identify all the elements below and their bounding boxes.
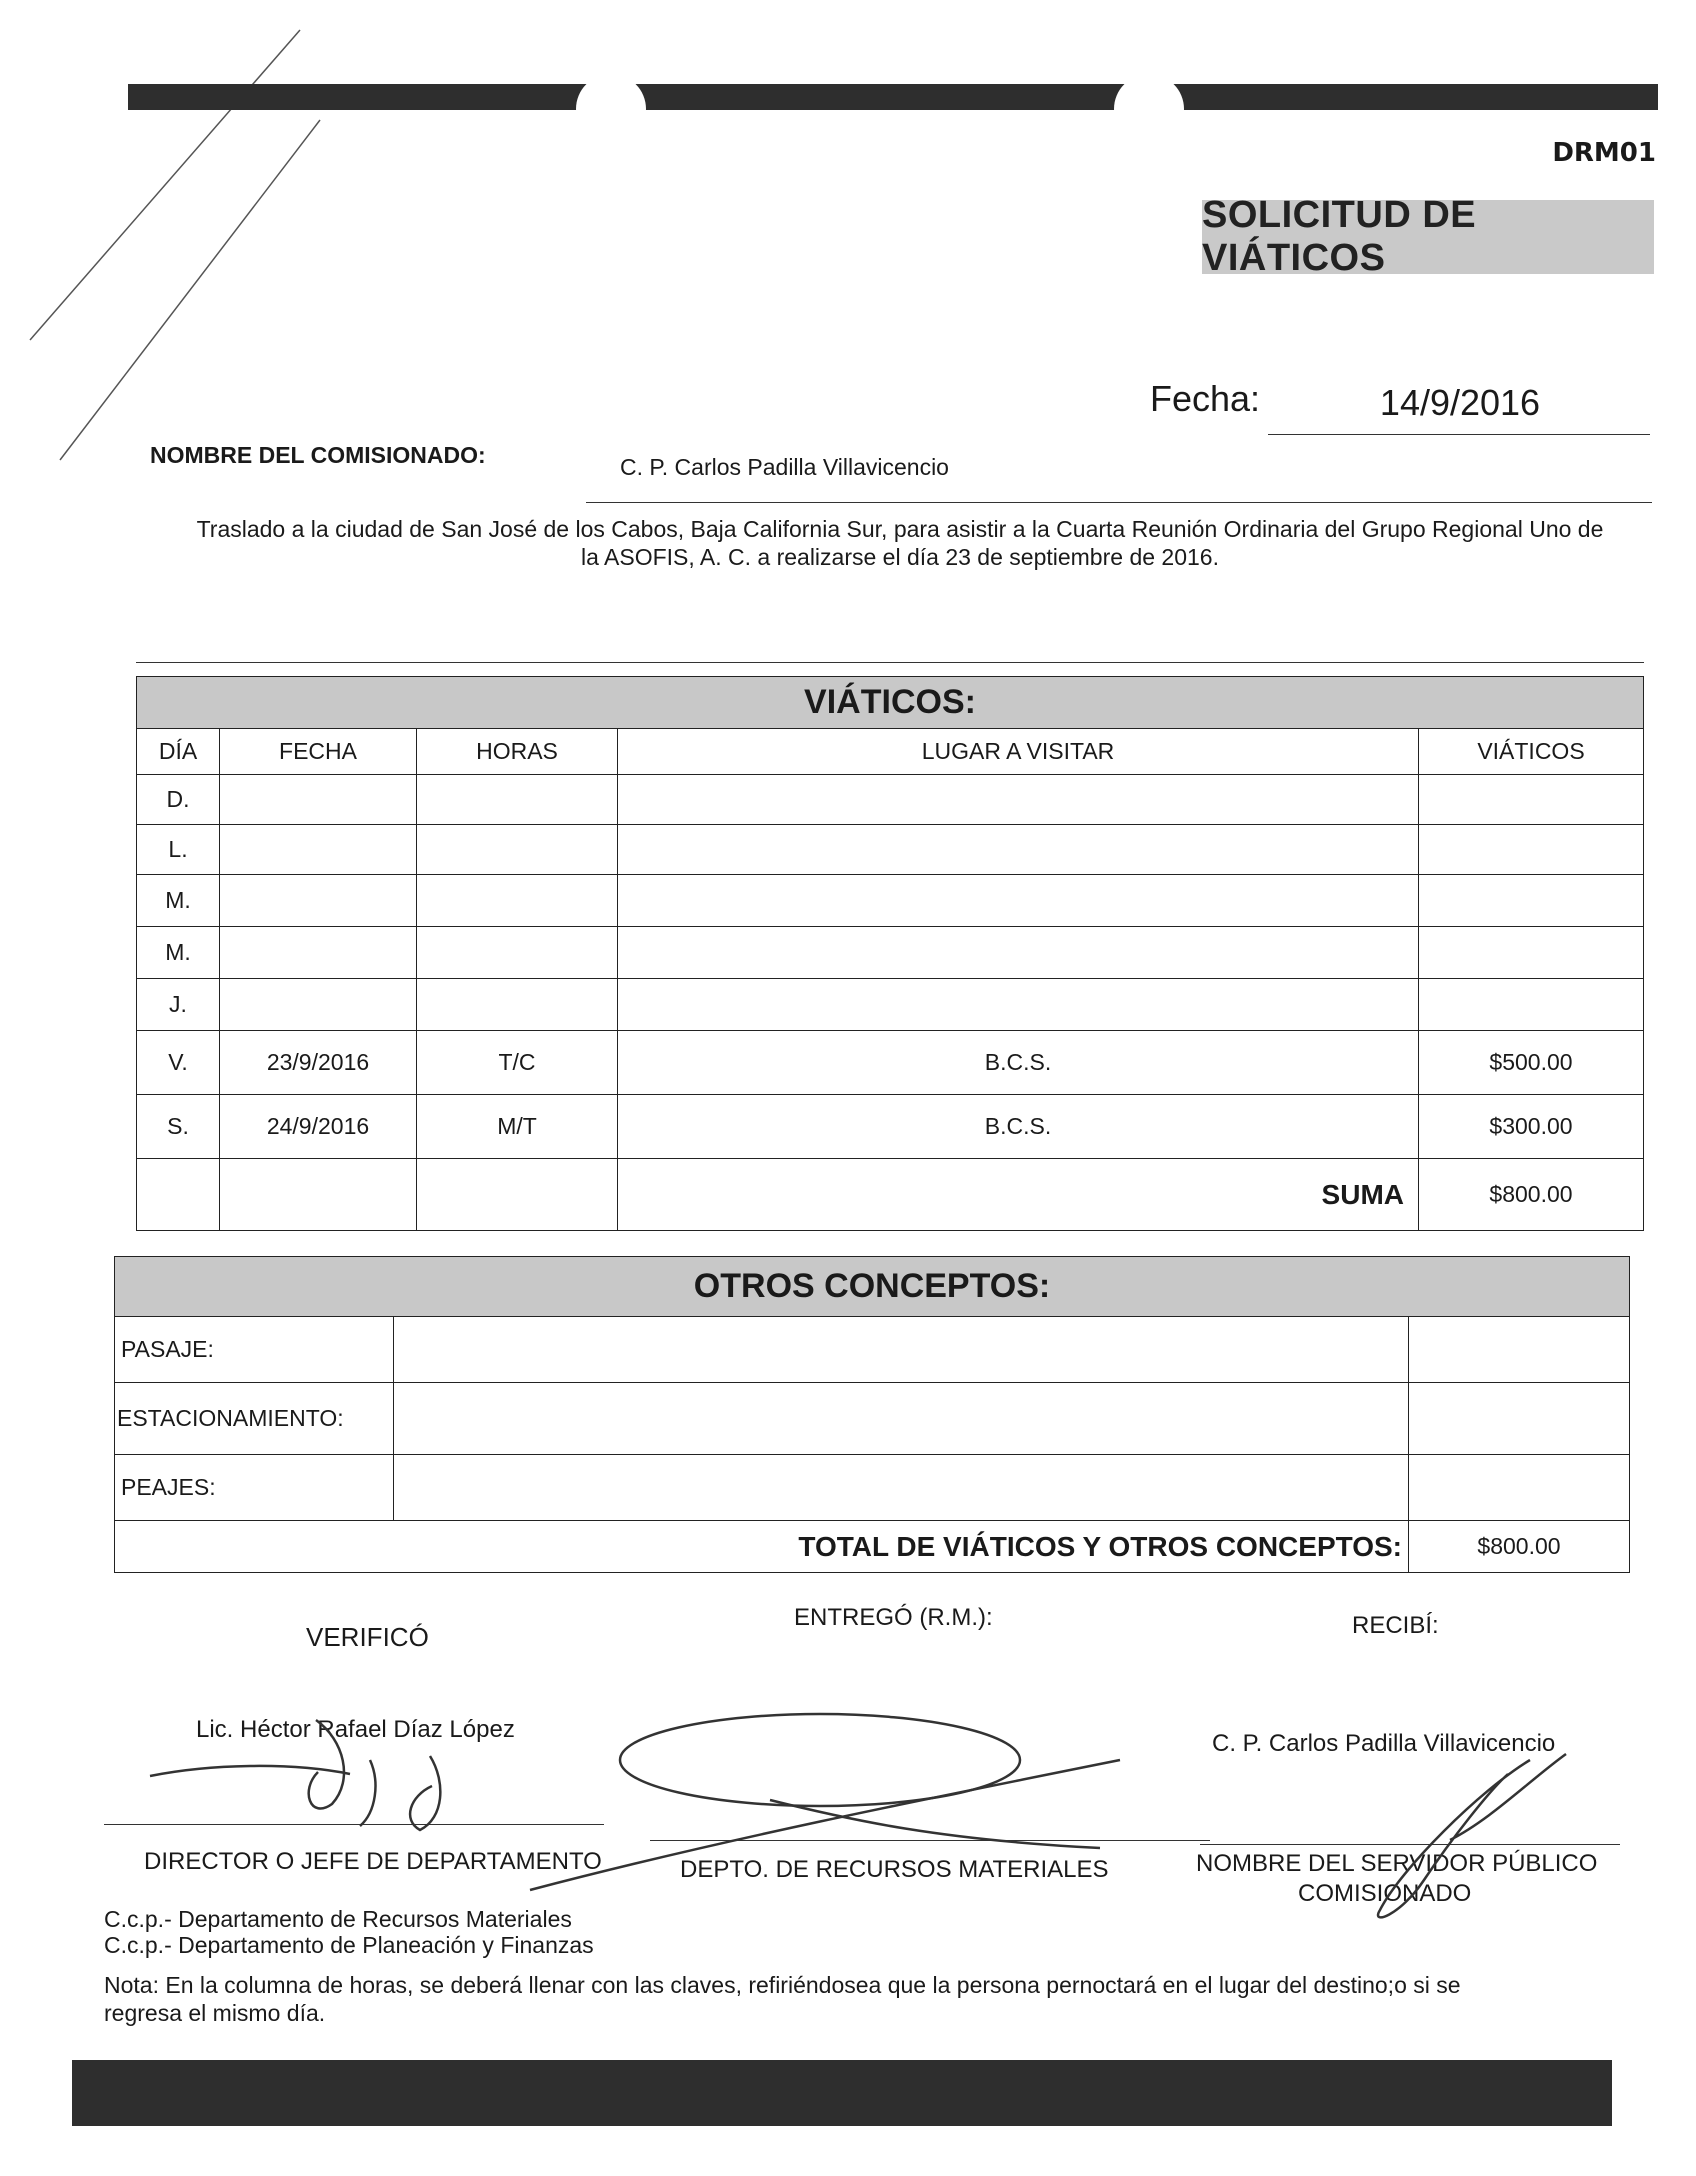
cell-lugar: [618, 927, 1419, 979]
table-row: [137, 927, 1644, 979]
ccp-line-1: C.c.p.- Departamento de Recursos Materiales: [104, 1906, 572, 1932]
cell-monto: [1419, 825, 1644, 875]
cell-monto: [1419, 927, 1644, 979]
cell-fecha: 23/9/2016: [220, 1031, 417, 1095]
form-title: SOLICITUD DE VIÁTICOS: [1202, 200, 1654, 274]
purpose-line-1: Traslado a la ciudad de San José de los Cabos, Baja California Sur, para asistir a la Cuarta Reunión Ordinaria del Grupo Regional Uno de: [196, 516, 1604, 542]
cell-horas: M/T: [417, 1095, 618, 1159]
cell-horas: [417, 825, 618, 875]
punch-hole-right: [1114, 74, 1184, 144]
margin-pen-marks: [0, 0, 340, 470]
cell-fecha: [220, 927, 417, 979]
cell-horas: [417, 775, 618, 825]
signature-recibi: [1340, 1720, 1580, 1930]
table-row: [137, 1095, 1644, 1159]
table-row: [137, 875, 1644, 927]
ccp-line-2: C.c.p.- Departamento de Planeación y Finanzas: [104, 1932, 594, 1958]
cell-horas: [417, 927, 618, 979]
cell-monto: [1419, 775, 1644, 825]
note-line-1: Nota: En la columna de horas, se deberá llenar con las claves, refiriéndosea que la persona pernoctará en el lugar del destino;o si se: [104, 1972, 1461, 1998]
recibi-name: C. P. Carlos Padilla Villavicencio: [1212, 1730, 1556, 1757]
cell-lugar: B.C.S.: [618, 1031, 1419, 1095]
entrego-role: DEPTO. DE RECURSOS MATERIALES: [680, 1856, 1109, 1883]
section-divider: [136, 662, 1644, 663]
cell-lugar: [618, 825, 1419, 875]
signature-verifico: [140, 1680, 470, 1840]
concept-peajes: PEAJES:: [115, 1455, 394, 1521]
cell-lugar: [618, 775, 1419, 825]
col-horas: HORAS: [417, 729, 618, 775]
recibi-role-line-2: COMISIONADO: [1298, 1880, 1472, 1907]
list-item: [115, 1383, 1630, 1455]
cell-horas: T/C: [417, 1031, 618, 1095]
total-label: TOTAL DE VIÁTICOS Y OTROS CONCEPTOS:: [115, 1521, 1409, 1573]
cell-dia: D.: [137, 775, 220, 825]
note-line-2: regresa el mismo día.: [104, 2000, 326, 2026]
cell-fecha: 24/9/2016: [220, 1095, 417, 1159]
cell-dia: V.: [137, 1031, 220, 1095]
concept-estacionamiento: ESTACIONAMIENTO:: [115, 1383, 394, 1455]
concept-pasaje: PASAJE:: [115, 1317, 394, 1383]
table-row: [137, 1031, 1644, 1095]
cell-dia: M.: [137, 875, 220, 927]
verifico-role: DIRECTOR O JEFE DE DEPARTAMENTO: [144, 1848, 602, 1875]
col-fecha: FECHA: [220, 729, 417, 775]
cell-fecha: [220, 875, 417, 927]
cell-fecha: [220, 775, 417, 825]
col-dia: DÍA: [137, 729, 220, 775]
signature-entrego: [520, 1690, 1160, 1910]
table-row: [137, 775, 1644, 825]
cell-dia: M.: [137, 927, 220, 979]
cell-monto: [1419, 875, 1644, 927]
cell-monto: $500.00: [1419, 1031, 1644, 1095]
cell-horas: [417, 875, 618, 927]
commissioner-name: C. P. Carlos Padilla Villavicencio: [620, 454, 949, 480]
cell-monto: [1419, 979, 1644, 1031]
list-item: [115, 1455, 1630, 1521]
top-bar: [128, 84, 1658, 110]
list-item: [115, 1317, 1630, 1383]
bottom-bar: [72, 2060, 1612, 2126]
verifico-name: Lic. Héctor Rafael Díaz López: [196, 1716, 515, 1743]
date-label: Fecha:: [1150, 378, 1261, 419]
total-value: $800.00: [1409, 1521, 1630, 1573]
col-viaticos: VIÁTICOS: [1419, 729, 1644, 775]
cell-dia: J.: [137, 979, 220, 1031]
purpose-line-2: la ASOFIS, A. C. a realizarse el día 23 de septiembre de 2016.: [581, 544, 1219, 570]
cell-fecha: [220, 979, 417, 1031]
commissioner-underline: [586, 502, 1652, 503]
table-row: [137, 825, 1644, 875]
cell-monto: $300.00: [1419, 1095, 1644, 1159]
date-underline: [1268, 434, 1650, 435]
sum-value: $800.00: [1419, 1159, 1644, 1231]
recibi-role-line-1: NOMBRE DEL SERVIDOR PÚBLICO: [1196, 1850, 1598, 1877]
verifico-label: VERIFICÓ: [306, 1622, 429, 1652]
cell-lugar: B.C.S.: [618, 1095, 1419, 1159]
cell-dia: S.: [137, 1095, 220, 1159]
commissioner-label: NOMBRE DEL COMISIONADO:: [150, 442, 486, 468]
date-value: 14/9/2016: [1379, 382, 1541, 423]
form-code: DRM01: [1552, 138, 1656, 168]
cell-lugar: [618, 979, 1419, 1031]
viaticos-heading: VIÁTICOS:: [137, 677, 1644, 729]
viaticos-table: [136, 676, 1644, 1231]
col-lugar: LUGAR A VISITAR: [618, 729, 1419, 775]
otros-heading: OTROS CONCEPTOS:: [115, 1257, 1630, 1317]
table-row: [137, 979, 1644, 1031]
cell-lugar: [618, 875, 1419, 927]
recibi-label: RECIBÍ:: [1352, 1612, 1439, 1639]
cell-dia: L.: [137, 825, 220, 875]
sum-label: SUMA: [618, 1159, 1419, 1231]
otros-conceptos-table: [114, 1256, 1630, 1573]
punch-hole-left: [576, 74, 646, 144]
cell-fecha: [220, 825, 417, 875]
cell-horas: [417, 979, 618, 1031]
entrego-label: ENTREGÓ (R.M.):: [794, 1604, 993, 1631]
